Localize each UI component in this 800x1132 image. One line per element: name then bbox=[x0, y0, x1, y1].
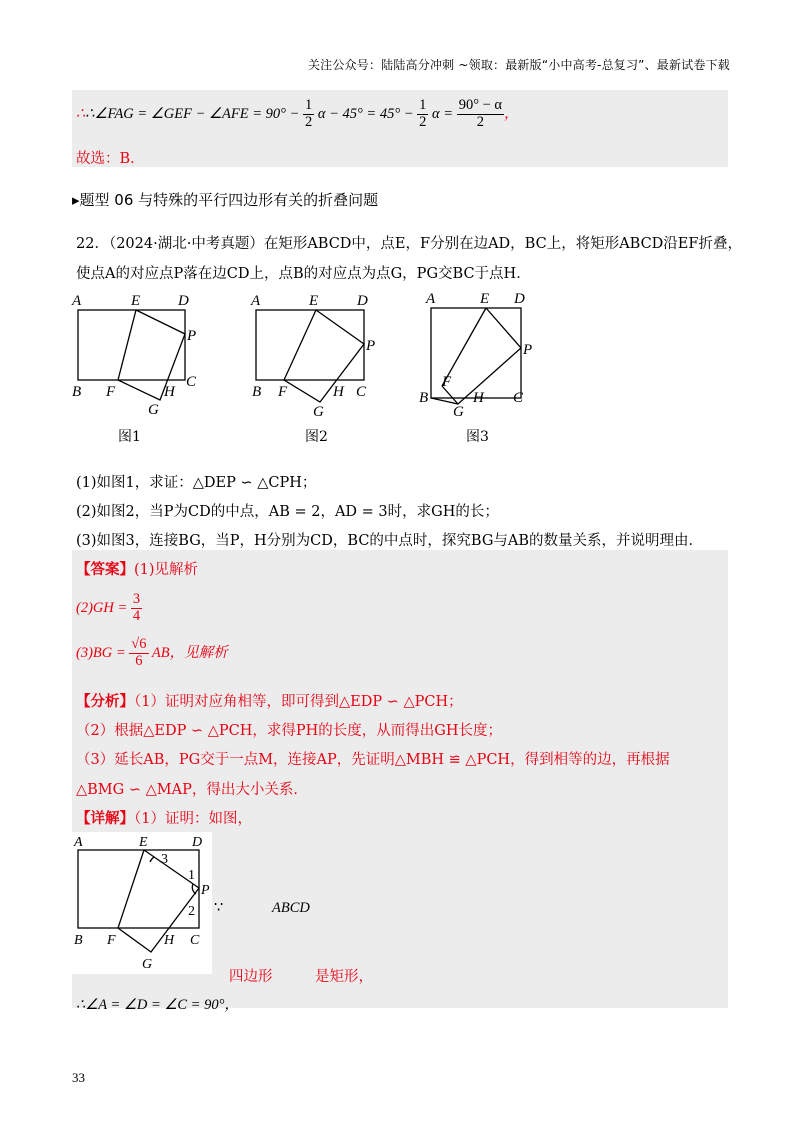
detail-label-e: E bbox=[139, 835, 148, 850]
detail-fold-line bbox=[118, 850, 144, 928]
detail-figure bbox=[72, 832, 212, 974]
detail-rectangle bbox=[78, 850, 199, 928]
question-2: (2)如图2，当P为CD的中点，AB = 2，AD = 3时，求GH的长； bbox=[76, 504, 499, 520]
quad-text: 四边形 bbox=[229, 969, 273, 985]
fig1-label-g: G bbox=[148, 402, 159, 418]
fig2-label-b: B bbox=[252, 384, 262, 400]
fig2-fold-line bbox=[284, 310, 316, 380]
question-3: (3)如图3，连接BG，当P，H分别为CD，BC的中点时，探究BG与AB的数量关系，并说明理由． bbox=[76, 533, 704, 549]
fig1-label-d: D bbox=[178, 293, 189, 309]
fraction-half-2: $\frac{1}{2}$ bbox=[419, 97, 427, 130]
fig2-folded-part bbox=[284, 310, 364, 402]
detail-angle-3: 3 bbox=[161, 852, 168, 867]
detail-label-f: F bbox=[107, 933, 116, 948]
fig3-label-f: F bbox=[442, 374, 452, 390]
fig1-label-f: F bbox=[106, 384, 116, 400]
detail-label-d: D bbox=[192, 835, 203, 850]
detail-label-c: C bbox=[190, 933, 200, 948]
answer-line-3: (3)BG = $\frac{√6}{6}$ AB，见解析 bbox=[76, 636, 228, 669]
analysis-line-3: （3）延长AB，PG交于一点M，连接AP，先证明△MBH ≌ △PCH，得到相等的边，再根据 bbox=[76, 752, 670, 768]
fig2-label-f: F bbox=[278, 384, 288, 400]
fraction-half-1: $\frac{1}{2}$ bbox=[304, 97, 313, 130]
fraction-result: $\frac{90^\circ - \alpha}{2}$ bbox=[458, 97, 503, 130]
fig2-label-g: G bbox=[313, 404, 324, 420]
question-1: (1)如图1，求证：△DEP ∽ △CPH； bbox=[76, 475, 317, 491]
fig2-label-h: H bbox=[333, 384, 344, 400]
fig1-label-a: A bbox=[72, 293, 82, 309]
problem-figures bbox=[70, 288, 570, 448]
analysis-line-1: 【分析】（1）证明对应角相等，即可得到△EDP ∽ △PCH； bbox=[76, 693, 463, 710]
analysis-label: 【分析】 bbox=[76, 693, 134, 710]
fig2-label-e: E bbox=[309, 293, 319, 309]
fig2-label-c: C bbox=[356, 384, 367, 400]
fig1-label-c: C bbox=[186, 374, 197, 390]
detail-label-b: B bbox=[74, 933, 83, 948]
fig3-label-c: C bbox=[513, 390, 524, 406]
problem-line-1: 22．（2024·湖北·中考真题）在矩形ABCD中，点E，F分别在边AD，BC上，将矩形ABCD沿EF折叠， bbox=[76, 236, 742, 252]
angle-equation: ∴∴∠FAG = ∠GEF − ∠AFE = 90° − $\frac{1}{2}$ α − 45° = 45° − $\frac{1}{2}$ α = $\frac{90^\circ - \alpha}{2}$ ， bbox=[76, 97, 519, 130]
fig3-label-b: B bbox=[419, 390, 429, 406]
answer-line-2: (2)GH = $\frac{3}{4}$ bbox=[76, 591, 141, 624]
detail-folded-part bbox=[118, 850, 199, 952]
fig1-label-e: E bbox=[131, 293, 141, 309]
fig3-label-e: E bbox=[480, 291, 490, 307]
fig3-label-g: G bbox=[453, 404, 464, 420]
fig2-rectangle bbox=[256, 310, 364, 380]
fig1-folded-part bbox=[118, 310, 185, 400]
fig1-caption: 图1 bbox=[118, 429, 141, 445]
fig2-label-p: P bbox=[366, 338, 376, 354]
detail-label-a: A bbox=[74, 835, 83, 850]
fig3-caption: 图3 bbox=[466, 429, 489, 445]
answer-fraction-bg: $\frac{√6}{6}$ bbox=[131, 636, 147, 669]
fig1-label-b: B bbox=[72, 384, 82, 400]
fig1-rectangle bbox=[78, 310, 185, 380]
angle-3-arc bbox=[150, 857, 154, 862]
rect-name-abcd: ABCD bbox=[272, 900, 310, 916]
fig3-label-h: H bbox=[473, 390, 484, 406]
detail-label: 【详解】 bbox=[76, 810, 134, 827]
fig1-label-h: H bbox=[164, 384, 175, 400]
detail-label-p: P bbox=[201, 883, 210, 898]
section-title: ▸题型 06 与特殊的平行四边形有关的折叠问题 bbox=[72, 191, 379, 209]
analysis-line-4: △BMG ∽ △MAP，得出大小关系． bbox=[76, 782, 308, 798]
answer-line-1: 【答案】(1)见解析 bbox=[76, 561, 199, 578]
fig1-fold-line bbox=[118, 310, 136, 380]
detail-label-g: G bbox=[142, 957, 153, 972]
therefore-symbol: ∴ bbox=[76, 105, 86, 122]
fig2-caption: 图2 bbox=[305, 429, 328, 445]
page-header: 关注公众号：陆陆高分冲刺 ~领取：最新版“小中高考-总复习”、最新试卷下载 bbox=[307, 58, 730, 72]
answer-fraction-gh: $\frac{3}{4}$ bbox=[132, 591, 141, 624]
fig3-label-a: A bbox=[426, 291, 436, 307]
right-angles-conclusion: ∴∠A = ∠D = ∠C = 90°， bbox=[76, 997, 239, 1013]
fig2-label-a: A bbox=[251, 293, 261, 309]
analysis-line-2: （2）根据△EDP ∽ △PCH，求得PH的长度，从而得出GH长度； bbox=[76, 723, 502, 739]
detail-line-1: 【详解】（1）证明：如图， bbox=[76, 810, 252, 827]
fig2-label-d: D bbox=[357, 293, 368, 309]
detail-angle-1: 1 bbox=[188, 868, 195, 883]
problem-line-2: 使点A的对应点P落在边CD上，点B的对应点为点G，PG交BC于点H． bbox=[76, 266, 531, 282]
detail-angle-2: 2 bbox=[188, 904, 195, 919]
answer-label: 【答案】 bbox=[76, 561, 134, 578]
fig1-label-p: P bbox=[187, 328, 197, 344]
choice-answer: 故选：B． bbox=[76, 151, 145, 167]
because-symbol: ∵ bbox=[214, 900, 224, 916]
detail-label-h: H bbox=[164, 933, 175, 948]
is-rectangle-text: 是矩形， bbox=[315, 969, 373, 985]
fig3-label-p: P bbox=[523, 342, 533, 358]
page-number: 33 bbox=[72, 1070, 85, 1085]
fig3-label-d: D bbox=[514, 291, 525, 307]
